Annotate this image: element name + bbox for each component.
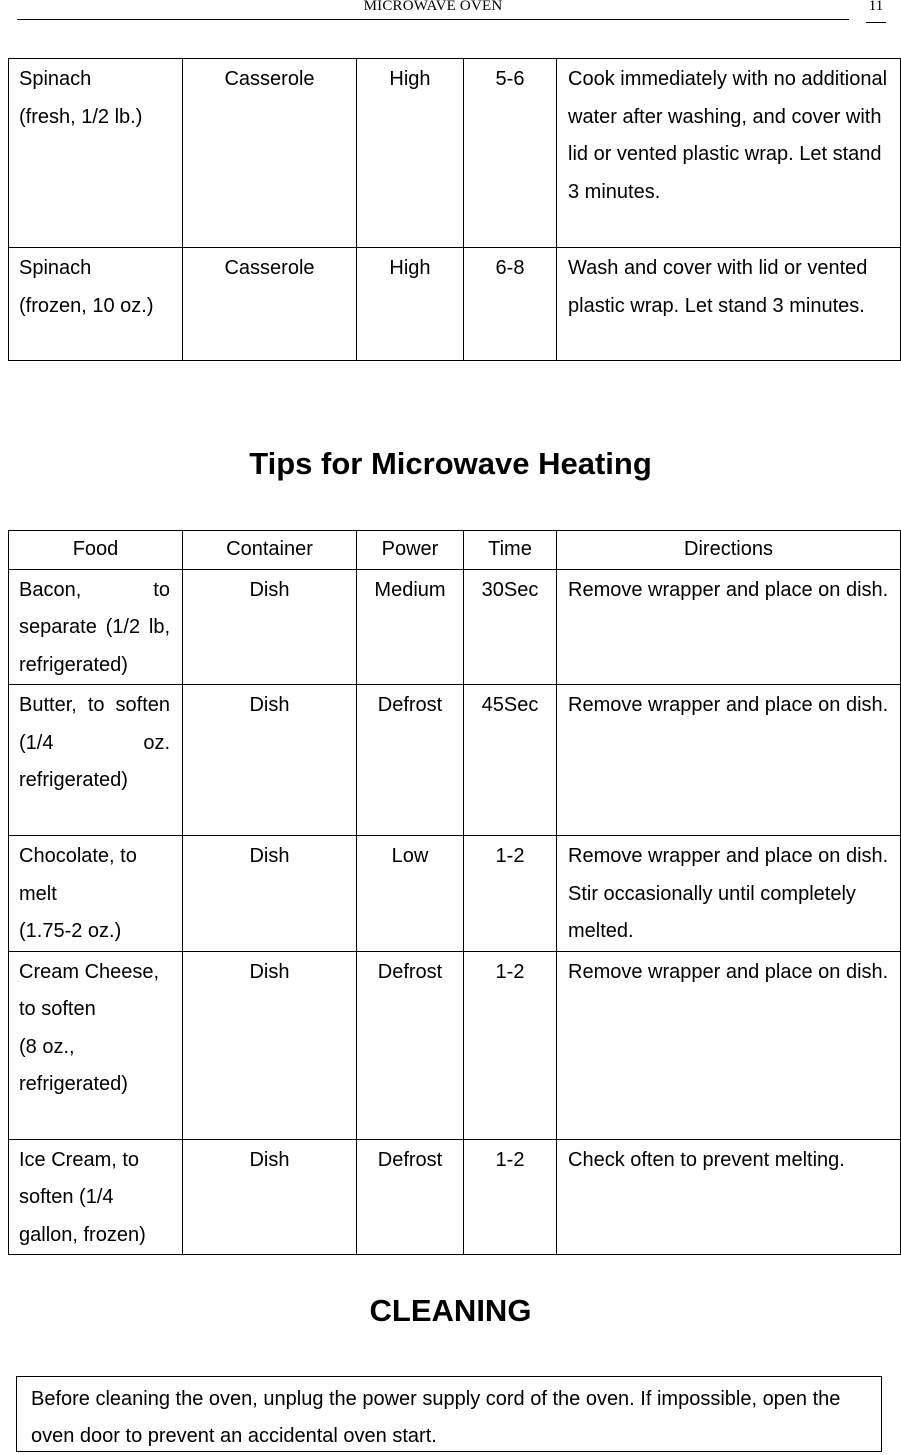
time-cell: 45Sec — [464, 685, 557, 836]
header-title: MICROWAVE OVEN — [363, 0, 503, 14]
vegetable-cooking-table — [8, 58, 901, 361]
power-cell: Defrost — [357, 951, 464, 1139]
cleaning-notice — [16, 1376, 882, 1452]
power-cell: High — [357, 248, 464, 361]
page-number-rule — [866, 22, 886, 23]
container-cell: Dish — [183, 569, 357, 685]
power-cell: Low — [357, 836, 464, 952]
directions-cell: Cook immediately with no additional water after washing, and cover with lid or vented plastic wrap. Let stand 3 minutes. — [557, 59, 901, 248]
time-cell: 30Sec — [464, 569, 557, 685]
cleaning-title: CLEANING — [369, 1293, 532, 1328]
food-cell: Cream Cheese, to soften (8 oz., refrigerated) — [9, 951, 183, 1139]
time-cell: 1-2 — [464, 836, 557, 952]
food-cell: Chocolate, to melt (1.75-2 oz.) — [9, 836, 183, 952]
power-cell: High — [357, 59, 464, 248]
directions-cell: Remove wrapper and place on dish. — [557, 685, 901, 836]
table-row — [9, 685, 901, 836]
food-cell: Spinach (frozen, 10 oz.) — [9, 248, 183, 361]
table-row — [9, 248, 901, 361]
column-header-directions: Directions — [557, 531, 901, 570]
directions-cell: Remove wrapper and place on dish. — [557, 569, 901, 685]
time-cell: 5-6 — [464, 59, 557, 248]
container-cell: Casserole — [183, 59, 357, 248]
table-header-row — [9, 531, 901, 570]
tips-table — [8, 530, 901, 1255]
column-header-container: Container — [183, 531, 357, 570]
table-row — [9, 59, 901, 248]
power-cell: Defrost — [357, 685, 464, 836]
directions-cell: Remove wrapper and place on dish. — [557, 951, 901, 1139]
container-cell: Dish — [183, 836, 357, 952]
column-header-food: Food — [9, 531, 183, 570]
food-cell: Bacon, to separate (1/2 lb, refrigerated) — [9, 569, 183, 685]
table-row — [9, 951, 901, 1139]
power-cell: Medium — [357, 569, 464, 685]
page-header — [0, 0, 901, 26]
power-cell: Defrost — [357, 1139, 464, 1255]
cleaning-notice-text: Before cleaning the oven, unplug the power supply cord of the oven. If impossible, open the oven door to prevent an accidental oven start. — [31, 1388, 841, 1447]
time-cell: 1-2 — [464, 951, 557, 1139]
container-cell: Casserole — [183, 248, 357, 361]
table-row — [9, 1139, 901, 1255]
food-cell: Spinach (fresh, 1/2 lb.) — [9, 59, 183, 248]
container-cell: Dish — [183, 685, 357, 836]
table-row — [9, 569, 901, 685]
tips-title: Tips for Microwave Heating — [249, 446, 652, 481]
column-header-time: Time — [464, 531, 557, 570]
directions-cell: Remove wrapper and place on dish. Stir occasionally until completely melted. — [557, 836, 901, 952]
header-rule — [17, 19, 849, 20]
directions-cell: Wash and cover with lid or vented plastic wrap. Let stand 3 minutes. — [557, 248, 901, 361]
time-cell: 6-8 — [464, 248, 557, 361]
page-number: 11 — [868, 0, 884, 14]
container-cell: Dish — [183, 1139, 357, 1255]
time-cell: 1-2 — [464, 1139, 557, 1255]
food-cell: Ice Cream, to soften (1/4 gallon, frozen) — [9, 1139, 183, 1255]
food-cell: Butter, to soften (1/4 oz. refrigerated) — [9, 685, 183, 836]
column-header-power: Power — [357, 531, 464, 570]
directions-cell: Check often to prevent melting. — [557, 1139, 901, 1255]
table-row — [9, 836, 901, 952]
container-cell: Dish — [183, 951, 357, 1139]
